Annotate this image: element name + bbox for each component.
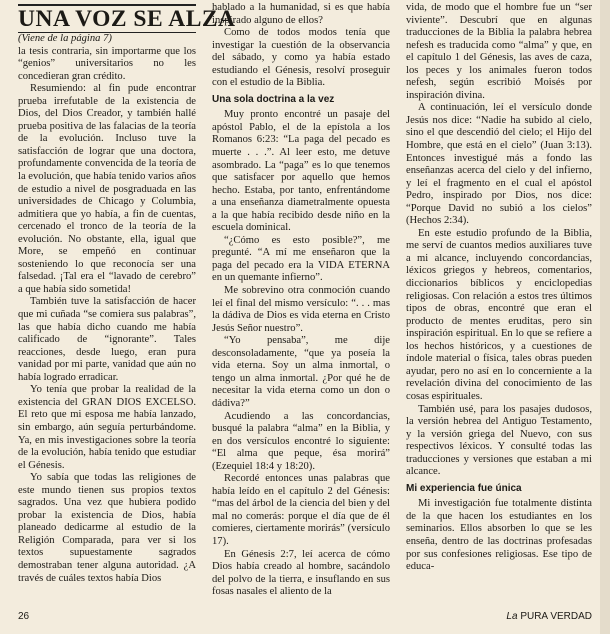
column-3 xyxy=(406,2,592,574)
paragraph: Yo tenía que probar la realidad de la existencia del GRAN DIOS EXCELSO. El reto que mi esposa me había lanzado, sin embargo, aún seguía perturbándome. Ya, en mis investigaciones sobre la teoría de la evolución, había tenido que estudiar el Génesis. xyxy=(18,384,196,471)
paragraph: En Génesis 2:7, leí acerca de cómo Dios había creado al hombre, sacándolo del polvo de la tierra, e insuflando en sus fosas nasales el aliento de la xyxy=(212,548,390,598)
column-1 xyxy=(18,2,236,585)
paragraph: A continuación, leí el versículo donde Jesús nos dice: “Nadie ha subido al cielo, sino el que descendió del cielo; el Hijo del Hombre, que está en el cielo” (Juan 3:13). Entonces investigué más a fondo las enseñanzas acerca del cielo y del infierno, y leí el fragmento en el cual el apóstol Pedro, inspirado por Dios, nos dice: “Porque David no subió a los cielos” (Hechos 2:34). xyxy=(406,102,592,227)
magazine-name xyxy=(506,611,592,622)
paragraph: También usé, para los pasajes dudosos, la versión hebrea del Antiguo Testamento, y la versión griega del Nuevo, con sus respectivos léxicos. Y consulté todas las traducciones y versiones que estaban a mi alcance. xyxy=(406,403,592,478)
paragraph: Como de todos modos tenía que investigar la cuestión de la observancia del sábado, y como ya había estado estudiando el Génesis, resolví proseguir con el estudio de la Biblia. xyxy=(212,27,390,89)
paragraph: Recordé entonces unas palabras que había leído en el capítulo 2 del Génesis: “mas del árbol de la ciencia del bien y del mal no comerás: porque el día que de él comieres, ciertamente morirás” (versículo 17). xyxy=(212,473,390,547)
continued-from: (Viene de la página 7) xyxy=(18,33,112,44)
paragraph: “Yo pensaba”, me dije desconsoladamente, “que ya poseía la vida eterna. Soy un alma inmortal, o tengo un alma inmortal. ¿Por qué he de necesitar la vida eterna como un don o dádiva?” xyxy=(212,335,390,409)
magazine-prefix: La xyxy=(506,611,518,622)
paragraph: vida, de modo que el hombre fue un “ser viviente”. Descubrí que en algunas traducciones de la Biblia la palabra hebrea nefesh es traducida como “alma” y que, en el capítulo 1 del Génesis, las aves de caza, los peces y los animales fueron todos nefesh, según escribió Moisés por inspiración divina. xyxy=(406,2,592,101)
article-title: UNA VOZ SE ALZA xyxy=(18,6,236,32)
paragraph: Yo sabía que todas las religiones de este mundo tienen sus propios textos sagrados. Una vez que hubiera podido probar la existencia de Dios, había planeado dedicarme al estudio de la Religión Comparada, para ver si los textos supuestamente sagrados demostraban tener alguna autoridad. ¿A través de cuáles textos había Dios xyxy=(18,472,196,584)
paragraph: Mi investigación fue totalmente distinta de la que hacen los estudiantes en los seminarios. Ellos absorben lo que se les enseña, dentro de las doctrinas profesadas por sus confesiones religiosas. Ese tipo de educa- xyxy=(406,498,592,573)
page-footer xyxy=(18,611,592,625)
paragraph: hablado a la humanidad, si es que había inspirado alguno de ellos? xyxy=(212,2,390,26)
paragraph: Me sobrevino otra conmoción cuando leí el final del mismo versículo: “. . . mas la dádiva de Dios es vida eterna en Cristo Jesús Señor nuestro”. xyxy=(212,285,390,334)
paragraph: Acudiendo a las concordancias, busqué la palabra “alma” en la Biblia, y en dos versículos encontré lo siguiente: “El alma que peque, ésa morirá” (Ezequiel 18:4 y 18:20). xyxy=(212,410,390,472)
paragraph: En este estudio profundo de la Biblia, me serví de cuantos medios auxiliares tuve a mi alcance, incluyendo concordancias, léxicos griegos y hebreos, comentarios, diccionarios bíblicos y enciclopedias religiosas. Con relación a estos tres últimos tipos de obras, encontré que eran el producto de mentes eruditas, pero sin inspiración espiritual. En lo que se refiere a los hechos históricos, y a cuestiones de índole material o física, tales obras pueden ayudar, pero no así en lo concerniente a la revelación divina del conocimiento de las cosas espirituales. xyxy=(406,227,592,402)
paragraph: Muy pronto encontré un pasaje del apóstol Pablo, el de la epístola a los Romanos 6:23: “La paga del pecado es muerte . . .”. Al leer esto, me detuve asombrado. La “paga” es lo que tenemos que satisfacer por aquello que hemos hecho. Estaba, por tanto, enfrentándome a una enseñanza diametralmente opuesta a la que había recibido desde niño en la escuela dominical. xyxy=(212,109,390,234)
paragraph: la tesis contraria, sin importarme que los “genios” universitarios no les concedieran gran crédito. xyxy=(18,45,196,82)
column-2 xyxy=(212,2,390,599)
page-number: 26 xyxy=(18,611,30,622)
title-block xyxy=(18,4,236,33)
page-edge xyxy=(600,0,610,634)
magazine-title: PURA VERDAD xyxy=(520,611,592,622)
paragraph: Resumiendo: al fin pude encontrar prueba irrefutable de la existencia de Dios, del Dios Creador, y también hallé prueba positiva de las falacias de la teoría de la evolución. Incluso tuve la satisfacción de lograr que una doctora, profundamente convencida de la teoría de la evolución, que había tenido varios años de estudio a nivel de posgraduada en las universidades de Chicago y Columbia, admitiera que yo había, a fin de cuentas, cercenado el tronco de la teoría de la evolución. No obstante, ella, igual que More, se empeñó en continuar sosteniendo lo que reconocía ser una falsedad. ¡Tal era el “lavado de cerebro” a que había sido sometida! xyxy=(18,83,196,295)
paragraph: “¿Cómo es esto posible?”, me pregunté. “A mí me enseñaron que la paga del pecado era la VIDA ETERNA en un quemante infierno”. xyxy=(212,234,390,284)
paragraph: También tuve la satisfacción de hacer que mi cuñada “se comiera sus palabras”, las que había dicho cuando me había calificado de “ignorante”. Tales reacciones, desde luego, eran pura vanidad por mi parte, vanidad que aún no había logrado erradicar. xyxy=(18,296,196,383)
subheading: Mi experiencia fue única xyxy=(406,482,522,494)
subheading: Una sola doctrina a la vez xyxy=(212,93,335,105)
